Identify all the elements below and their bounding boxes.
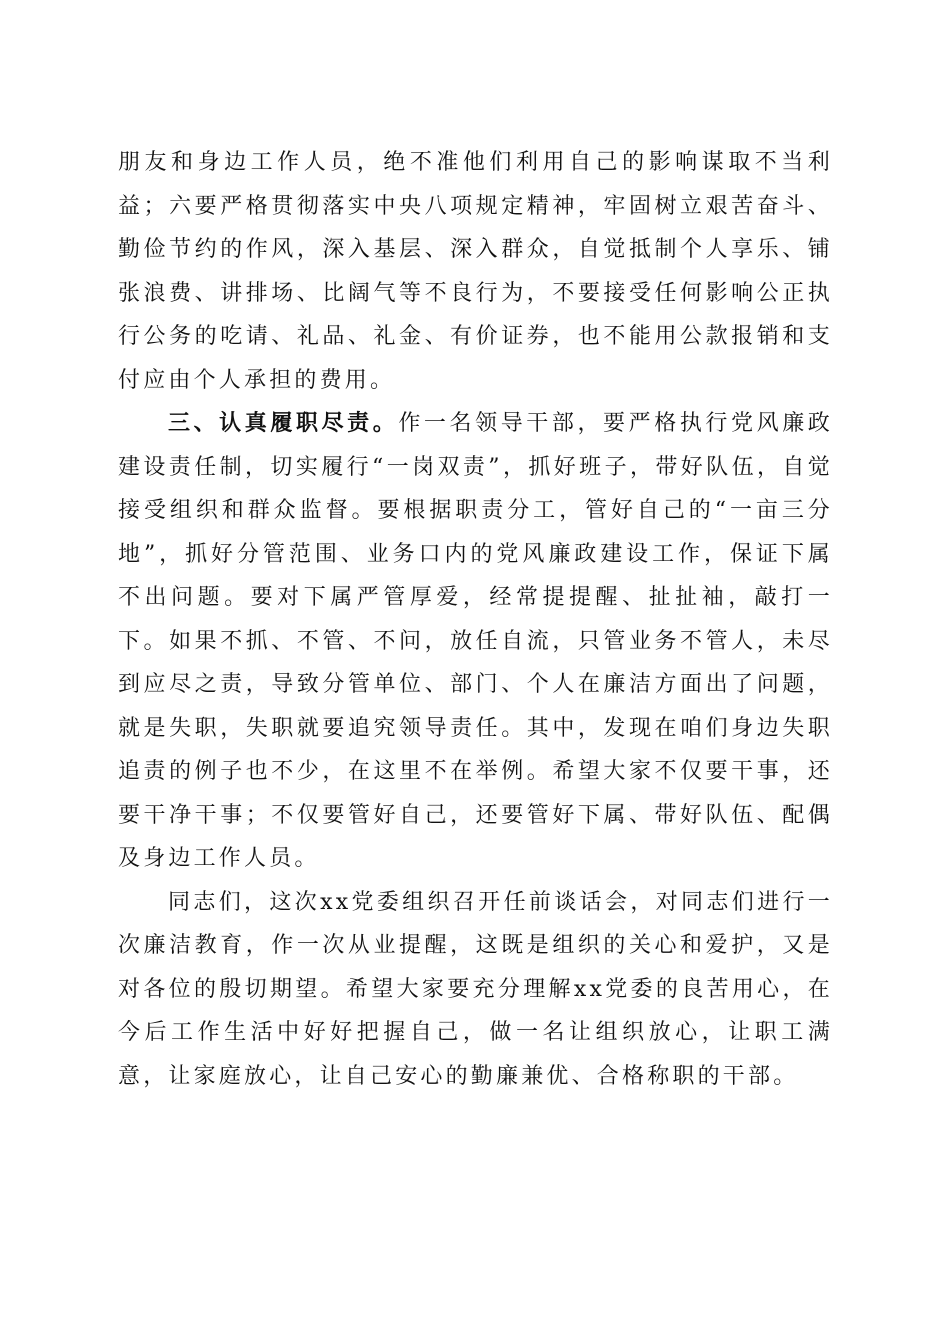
paragraph-section-three xyxy=(118,402,833,881)
section-heading: 三、认真履职尽责。 xyxy=(168,410,399,436)
paragraph-continued xyxy=(118,141,833,402)
document-body xyxy=(118,141,833,1098)
paragraph-text: 同志们，这次xx党委组织召开任前谈话会，对同志们进行一次廉洁教育，作一次从业提醒，这既是组织的关心和爱护，又是对各位的殷切期望。希望大家要充分理解xx党委的良苦用心，在今后工作生活中好好把握自己，做一名让组织放心，让职工满意，让家庭放心，让自己安心的勤廉兼优、合格称职的干部。 xyxy=(118,889,833,1089)
paragraph-closing xyxy=(118,881,833,1099)
paragraph-text: 朋友和身边工作人员，绝不准他们利用自己的影响谋取不当利益；六要严格贯彻落实中央八项规定精神，牢固树立艰苦奋斗、勤俭节约的作风，深入基层、深入群众，自觉抵制个人享乐、铺张浪费、讲排场、比阔气等不良行为，不要接受任何影响公正执行公务的吃请、礼品、礼金、有价证券，也不能用公款报销和支付应由个人承担的费用。 xyxy=(118,150,833,393)
paragraph-text: 作一名领导干部，要严格执行党风廉政建设责任制，切实履行“一岗双责”，抓好班子，带好队伍，自觉接受组织和群众监督。要根据职责分工，管好自己的“一亩三分地”，抓好分管范围、业务口内的党风廉政建设工作，保证下属不出问题。要对下属严管厚爱，经常提提醒、扯扯袖，敲打一下。如果不抓、不管、不问，放任自流，只管业务不管人，未尽到应尽之责，导致分管单位、部门、个人在廉洁方面出了问题，就是失职，失职就要追究领导责任。其中，发现在咱们身边失职追责的例子也不少，在这里不在举例。希望大家不仅要干事，还要干净干事；不仅要管好自己，还要管好下属、带好队伍、配偶及身边工作人员。 xyxy=(118,411,833,871)
